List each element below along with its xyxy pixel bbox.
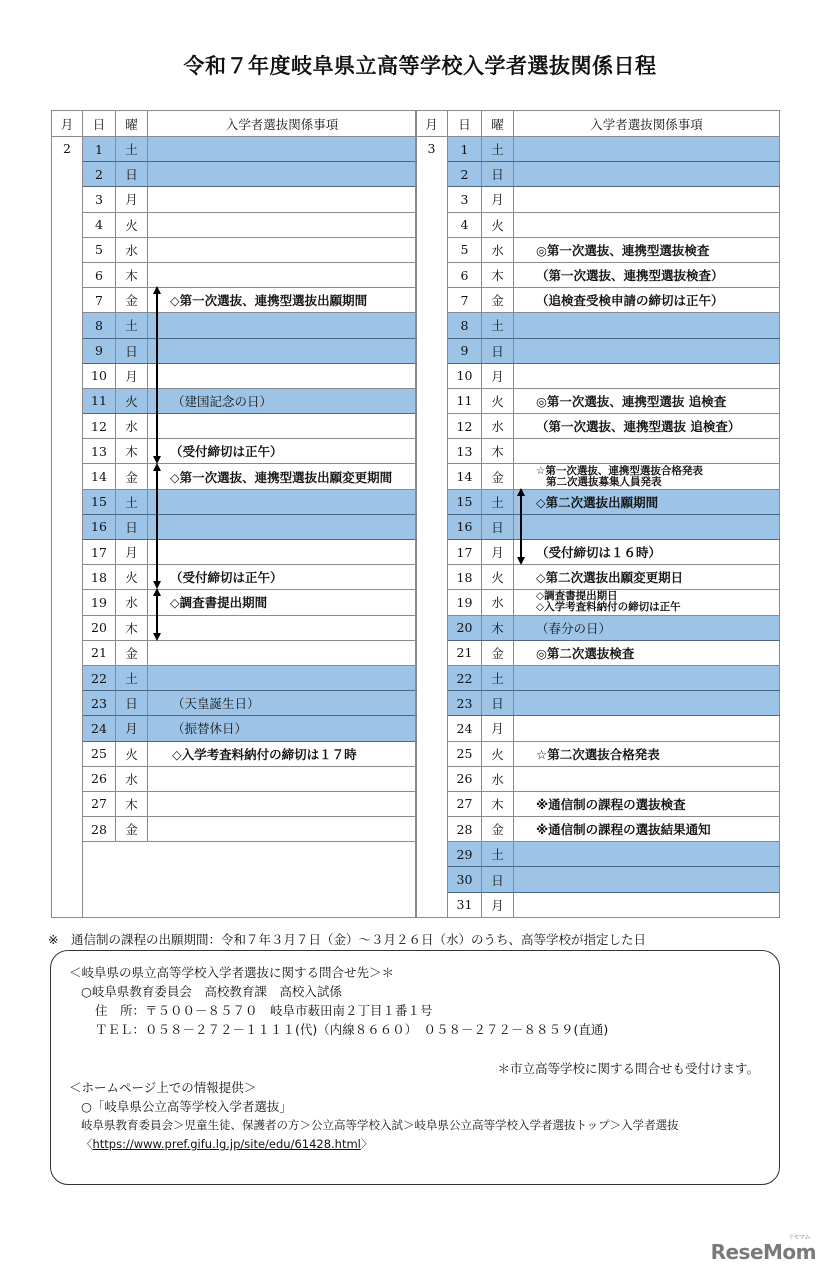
day-cell: 7 (448, 288, 482, 313)
event-text: ◇第一次選抜、連携型選抜出願期間 (170, 293, 368, 309)
table-header-row (52, 111, 417, 137)
event-cell (148, 665, 417, 690)
weekday-cell: 水 (482, 237, 514, 262)
event-cell (148, 439, 417, 464)
february-schedule-table (51, 110, 417, 918)
weekday-cell: 日 (116, 162, 148, 187)
day-cell: 23 (448, 691, 482, 716)
day-cell: 15 (448, 489, 482, 514)
web-title: ○「岐阜県公立高等学校入学者選抜」 (81, 1099, 292, 1114)
weekday-cell: 水 (116, 237, 148, 262)
event-cell (148, 817, 417, 842)
day-cell: 8 (448, 313, 482, 338)
day-cell: 31 (448, 892, 482, 917)
day-cell: 18 (448, 565, 482, 590)
weekday-cell: 木 (482, 262, 514, 287)
table-row (416, 540, 780, 565)
header-day: 日 (448, 111, 482, 137)
weekday-cell: 月 (482, 187, 514, 212)
table-row (52, 363, 417, 388)
day-cell: 4 (83, 212, 116, 237)
day-cell: 11 (448, 388, 482, 413)
event-text: ◇第二次選抜出願変更期日 (536, 570, 684, 586)
weekday-cell: 日 (482, 162, 514, 187)
contact-heading: ＜岐阜県の県立高等学校入学者選抜に関する問合せ先＞＊ (69, 965, 395, 980)
table-row (52, 338, 417, 363)
event-cell (148, 615, 417, 640)
table-row (416, 615, 780, 640)
table-row (52, 137, 417, 162)
event-cell (514, 791, 780, 816)
weekday-cell: 土 (482, 313, 514, 338)
weekday-cell: 水 (116, 766, 148, 791)
weekday-cell: 月 (116, 716, 148, 741)
website-link[interactable]: https://www.pref.gifu.lg.jp/site/edu/61428.html (92, 1137, 361, 1151)
day-cell: 5 (448, 237, 482, 262)
header-event: 入学者選抜関係事項 (514, 111, 780, 137)
table-row (416, 288, 780, 313)
header-day: 日 (83, 111, 116, 137)
weekday-cell: 土 (482, 842, 514, 867)
event-cell (148, 162, 417, 187)
event-cell (514, 514, 780, 539)
event-text: （受付締切は正午） (170, 570, 283, 586)
table-row (416, 817, 780, 842)
event-cell (514, 439, 780, 464)
event-cell (514, 691, 780, 716)
table-row (52, 615, 417, 640)
weekday-cell: 木 (482, 791, 514, 816)
event-cell (148, 288, 417, 313)
day-cell: 23 (83, 691, 116, 716)
event-text: ◎第一次選抜、連携型選抜 追検査 (536, 393, 727, 409)
table-row (416, 590, 780, 615)
weekday-cell: 水 (116, 414, 148, 439)
event-cell (514, 464, 780, 489)
event-cell (514, 414, 780, 439)
day-cell: 17 (448, 540, 482, 565)
event-text: （春分の日） (536, 620, 612, 636)
weekday-cell: 金 (482, 288, 514, 313)
header-weekday: 曜 (116, 111, 148, 137)
event-text: ◎第一次選抜、連携型選抜検査 (536, 242, 710, 258)
weekday-cell: 月 (116, 187, 148, 212)
day-cell: 5 (83, 237, 116, 262)
event-cell (148, 464, 417, 489)
event-cell (514, 262, 780, 287)
event-cell (514, 716, 780, 741)
weekday-cell: 金 (116, 640, 148, 665)
weekday-cell: 木 (482, 439, 514, 464)
web-url-line (81, 1135, 372, 1154)
event-cell (514, 565, 780, 590)
weekday-cell: 月 (116, 363, 148, 388)
day-cell: 17 (83, 540, 116, 565)
web-breadcrumb-path: 岐阜県教育委員会＞児童生徒、保護者の方＞公立高等学校入試＞岐阜県公立高等学校入学者選抜トップ＞入学者選抜 (81, 1118, 679, 1132)
weekday-cell: 土 (482, 489, 514, 514)
event-cell (514, 212, 780, 237)
weekday-cell: 木 (116, 439, 148, 464)
event-cell (148, 489, 417, 514)
weekday-cell: 火 (482, 741, 514, 766)
event-text: ◇調査書提出期間 (170, 595, 268, 611)
table-row (416, 363, 780, 388)
event-text: （受付締切は１６時） (536, 545, 662, 561)
event-text: ◇入学考査料納付の締切は１７時 (172, 746, 357, 762)
event-text: （天皇誕生日） (172, 696, 260, 712)
event-line: ☆第一次選抜、連携型選抜合格発表 (536, 464, 703, 477)
event-line: 第二次選抜募集人員発表 (546, 475, 662, 488)
day-cell: 10 (83, 363, 116, 388)
event-cell (514, 162, 780, 187)
day-cell: 27 (448, 791, 482, 816)
weekday-cell: 土 (116, 313, 148, 338)
table-row (416, 489, 780, 514)
table-row (52, 388, 417, 413)
event-cell (514, 187, 780, 212)
day-cell: 25 (83, 741, 116, 766)
day-cell: 12 (83, 414, 116, 439)
event-line: ◇入学考査料納付の締切は正午 (536, 601, 681, 614)
weekday-cell: 日 (116, 338, 148, 363)
table-row (52, 817, 417, 842)
table-row (416, 162, 780, 187)
weekday-cell: 金 (116, 464, 148, 489)
table-row (416, 464, 780, 489)
day-cell: 19 (83, 590, 116, 615)
event-cell (514, 766, 780, 791)
table-row (416, 791, 780, 816)
page-title: 令和７年度岐阜県立高等学校入学者選抜関係日程 (183, 54, 657, 78)
contact-tel: ＴＥＬ：０５８－２７２－１１１１(代)（内線８６６０） ０５８－２７２－８８５９(直通) (95, 1022, 609, 1037)
weekday-cell: 水 (482, 414, 514, 439)
weekday-cell: 水 (482, 766, 514, 791)
table-row (416, 691, 780, 716)
day-cell: 1 (83, 137, 116, 162)
contact-info-box (50, 950, 780, 1185)
weekday-cell: 日 (482, 867, 514, 892)
table-row (416, 640, 780, 665)
table-row (416, 262, 780, 287)
table-row (416, 237, 780, 262)
logo-text: ReseMom (710, 1240, 816, 1264)
event-cell (148, 212, 417, 237)
header-month: 月 (416, 111, 448, 137)
day-cell: 14 (83, 464, 116, 489)
weekday-cell: 日 (482, 338, 514, 363)
table-row (52, 565, 417, 590)
weekday-cell: 月 (482, 540, 514, 565)
table-row (52, 439, 417, 464)
weekday-cell: 火 (482, 388, 514, 413)
table-row (52, 212, 417, 237)
event-cell (514, 640, 780, 665)
event-cell (148, 791, 417, 816)
weekday-cell: 火 (116, 388, 148, 413)
table-row (416, 842, 780, 867)
weekday-cell: 月 (116, 540, 148, 565)
event-text: ※通信制の課程の選抜検査 (536, 796, 686, 812)
weekday-cell: 木 (482, 615, 514, 640)
day-cell: 4 (448, 212, 482, 237)
day-cell: 9 (83, 338, 116, 363)
table-row (52, 237, 417, 262)
weekday-cell: 土 (482, 665, 514, 690)
event-cell (148, 514, 417, 539)
day-cell: 12 (448, 414, 482, 439)
table-row (52, 716, 417, 741)
table-row (52, 288, 417, 313)
event-cell (514, 817, 780, 842)
weekday-cell: 月 (482, 716, 514, 741)
table-row (416, 766, 780, 791)
resemom-logo (710, 1234, 816, 1264)
event-cell (148, 262, 417, 287)
weekday-cell: 水 (482, 590, 514, 615)
event-cell (514, 338, 780, 363)
day-cell: 2 (83, 162, 116, 187)
event-cell (148, 363, 417, 388)
table-row (416, 212, 780, 237)
day-cell: 3 (83, 187, 116, 212)
day-cell: 3 (448, 187, 482, 212)
weekday-cell: 金 (116, 817, 148, 842)
march-schedule-table (415, 110, 780, 918)
day-cell: 27 (83, 791, 116, 816)
day-cell: 11 (83, 388, 116, 413)
event-text: ◎第二次選抜検査 (536, 645, 635, 661)
table-row (52, 691, 417, 716)
weekday-cell: 金 (482, 817, 514, 842)
table-row (52, 262, 417, 287)
day-cell: 24 (83, 716, 116, 741)
table-row (416, 514, 780, 539)
weekday-cell: 月 (482, 363, 514, 388)
day-cell: 9 (448, 338, 482, 363)
weekday-cell: 金 (116, 288, 148, 313)
day-cell: 28 (448, 817, 482, 842)
day-cell: 20 (448, 615, 482, 640)
day-cell: 2 (448, 162, 482, 187)
event-text: ◇第二次選抜出願期間 (536, 494, 659, 510)
day-cell: 18 (83, 565, 116, 590)
day-cell: 26 (83, 766, 116, 791)
day-cell: 10 (448, 363, 482, 388)
weekday-cell: 火 (116, 212, 148, 237)
event-text: （受付締切は正午） (170, 444, 283, 460)
event-cell (514, 288, 780, 313)
city-school-note: ＊市立高等学校に関する問合せも受付けます。 (497, 1061, 759, 1076)
day-cell: 25 (448, 741, 482, 766)
table-row (416, 137, 780, 162)
event-cell (514, 892, 780, 917)
event-cell (148, 187, 417, 212)
event-cell (514, 313, 780, 338)
event-cell (148, 716, 417, 741)
table-row (416, 187, 780, 212)
contact-office: ○岐阜県教育委員会 高校教育課 高校入試係 (81, 984, 342, 999)
table-row (416, 716, 780, 741)
day-cell: 6 (448, 262, 482, 287)
event-line: ◇調査書提出期日 (536, 590, 618, 603)
weekday-cell: 日 (116, 514, 148, 539)
day-cell: 21 (448, 640, 482, 665)
table-header-row (416, 111, 780, 137)
event-cell (514, 363, 780, 388)
event-cell (514, 540, 780, 565)
weekday-cell: 日 (482, 514, 514, 539)
event-cell (514, 867, 780, 892)
event-text: ☆第二次選抜合格発表 (536, 746, 660, 762)
day-cell: 14 (448, 464, 482, 489)
table-row (52, 313, 417, 338)
day-cell: 15 (83, 489, 116, 514)
weekday-cell: 土 (116, 489, 148, 514)
table-row (416, 439, 780, 464)
day-cell: 7 (83, 288, 116, 313)
event-cell (148, 565, 417, 590)
event-cell (514, 615, 780, 640)
weekday-cell: 火 (482, 212, 514, 237)
table-row (416, 565, 780, 590)
event-text: ◇第一次選抜、連携型選抜出願変更期間 (170, 469, 393, 485)
table-row (416, 741, 780, 766)
table-row (52, 489, 417, 514)
event-cell (514, 741, 780, 766)
table-row (52, 665, 417, 690)
day-cell: 22 (448, 665, 482, 690)
header-event: 入学者選抜関係事項 (148, 111, 417, 137)
event-cell (514, 590, 780, 615)
event-cell (514, 237, 780, 262)
day-cell: 8 (83, 313, 116, 338)
empty-filler-row (52, 842, 417, 918)
event-text: ※通信制の課程の選抜結果通知 (536, 822, 711, 838)
day-cell: 19 (448, 590, 482, 615)
weekday-cell: 金 (482, 640, 514, 665)
event-cell (514, 842, 780, 867)
empty-filler-cell (83, 842, 417, 918)
event-cell (148, 691, 417, 716)
event-cell (514, 137, 780, 162)
day-cell: 13 (448, 439, 482, 464)
event-cell (514, 388, 780, 413)
url-open-bracket: 〈 (81, 1137, 93, 1151)
event-cell (148, 137, 417, 162)
event-text: （振替休日） (172, 721, 248, 737)
contact-address: 住 所：〒５００－８５７０ 岐阜市薮田南２丁目１番１号 (95, 1003, 433, 1018)
weekday-cell: 日 (482, 691, 514, 716)
day-cell: 26 (448, 766, 482, 791)
table-row (52, 590, 417, 615)
day-cell: 6 (83, 262, 116, 287)
table-row (52, 162, 417, 187)
table-row (52, 414, 417, 439)
weekday-cell: 土 (482, 137, 514, 162)
event-cell (148, 414, 417, 439)
header-month: 月 (52, 111, 83, 137)
table-row (416, 388, 780, 413)
event-cell (148, 540, 417, 565)
event-cell (148, 590, 417, 615)
weekday-cell: 火 (116, 565, 148, 590)
event-cell (148, 640, 417, 665)
table-row (52, 464, 417, 489)
url-close-bracket: 〉 (360, 1137, 373, 1151)
event-cell (514, 665, 780, 690)
weekday-cell: 月 (482, 892, 514, 917)
table-row (416, 338, 780, 363)
weekday-cell: 木 (116, 615, 148, 640)
correspondence-course-footnote: ※ 通信制の課程の出願期間：令和７年３月７日（金）～３月２６日（水）のうち、高等学校が指定した日 (48, 932, 646, 947)
month-cell: 3 (416, 137, 448, 918)
table-row (416, 892, 780, 917)
day-cell: 29 (448, 842, 482, 867)
logo-kana: リセマム (788, 1234, 810, 1241)
weekday-cell: 木 (116, 262, 148, 287)
weekday-cell: 土 (116, 665, 148, 690)
day-cell: 21 (83, 640, 116, 665)
weekday-cell: 水 (116, 590, 148, 615)
table-row (52, 514, 417, 539)
event-cell (514, 489, 780, 514)
table-row (416, 867, 780, 892)
day-cell: 16 (83, 514, 116, 539)
table-row (416, 414, 780, 439)
day-cell: 1 (448, 137, 482, 162)
event-text: （第一次選抜、連携型選抜検査） (536, 268, 724, 284)
day-cell: 30 (448, 867, 482, 892)
day-cell: 13 (83, 439, 116, 464)
event-cell (148, 741, 417, 766)
table-row (416, 665, 780, 690)
day-cell: 28 (83, 817, 116, 842)
event-text: （建国記念の日） (172, 393, 273, 409)
event-cell (148, 237, 417, 262)
table-row (52, 791, 417, 816)
table-row (52, 741, 417, 766)
event-cell (148, 338, 417, 363)
weekday-cell: 火 (482, 565, 514, 590)
day-cell: 20 (83, 615, 116, 640)
event-text: （追検査受検申請の締切は正午） (536, 293, 724, 309)
event-cell (148, 766, 417, 791)
day-cell: 24 (448, 716, 482, 741)
web-info-heading: ＜ホームページ上での情報提供＞ (69, 1080, 257, 1095)
weekday-cell: 火 (116, 741, 148, 766)
weekday-cell: 金 (482, 464, 514, 489)
month-cell: 2 (52, 137, 83, 918)
event-text: （第一次選抜、連携型選抜 追検査） (536, 419, 741, 435)
day-cell: 22 (83, 665, 116, 690)
day-cell: 16 (448, 514, 482, 539)
weekday-cell: 木 (116, 791, 148, 816)
table-row (52, 766, 417, 791)
event-cell (148, 388, 417, 413)
header-weekday: 曜 (482, 111, 514, 137)
event-cell (148, 313, 417, 338)
table-row (52, 540, 417, 565)
weekday-cell: 土 (116, 137, 148, 162)
table-row (52, 640, 417, 665)
table-row (52, 187, 417, 212)
table-row (416, 313, 780, 338)
weekday-cell: 日 (116, 691, 148, 716)
